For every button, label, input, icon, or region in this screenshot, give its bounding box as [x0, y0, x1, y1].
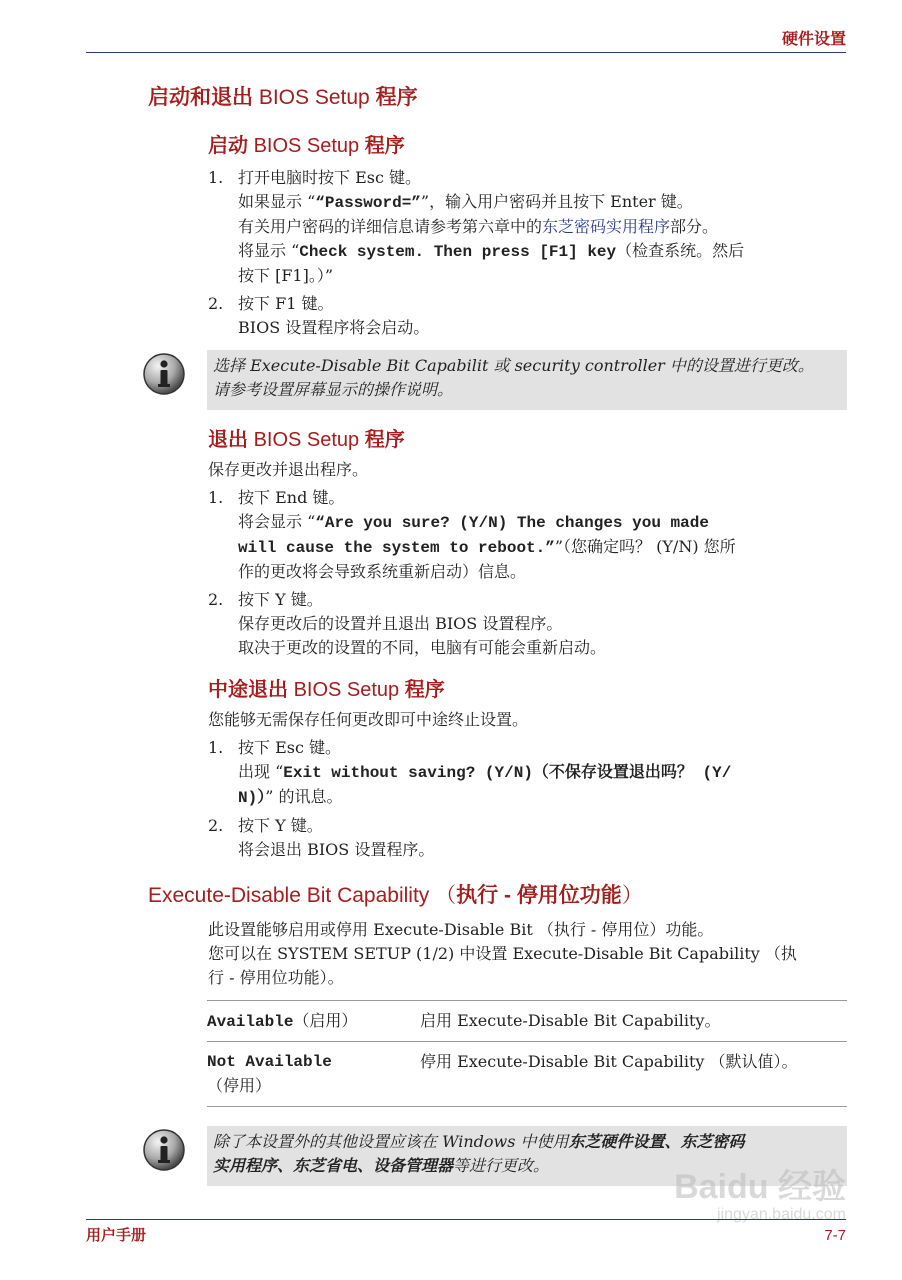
option-label: （停用） [207, 1076, 272, 1095]
exit-step-2 [208, 588, 848, 660]
heading-text: Execute-Disable Bit Capability （ [148, 884, 457, 907]
emphasis-text: 东芝硬件设置、东芝密码 [568, 1132, 745, 1151]
subheading-exit-bios [208, 426, 405, 454]
text: 除了本设置外的其他设置应该在 Windows 中使用 [213, 1132, 569, 1151]
footer-divider [86, 1219, 846, 1220]
step-line: 按下 [F1]。）” [238, 266, 334, 285]
subheading-start-bios [208, 132, 405, 160]
start-step-2 [208, 292, 848, 340]
text: 出现 “ [238, 762, 284, 781]
code-text: Exit without saving? (Y/N)（不保存设置退出吗？ (Y/ [283, 764, 732, 782]
step-line: 打开电脑时按下 Esc 键。 [238, 168, 422, 187]
info-icon [142, 352, 186, 396]
table-row [207, 1041, 847, 1107]
option-description: 启用 Execute-Disable Bit Capability。 [420, 1011, 721, 1030]
code-text: “Are you sure? (Y/N) The changes you made [315, 514, 709, 532]
abort-step-1 [208, 736, 848, 810]
heading-text: 程序 [369, 86, 418, 109]
heading-text: 程序 [399, 679, 445, 701]
heading-text: 程序 [359, 429, 405, 451]
step-line [238, 760, 848, 785]
code-text: N)） [238, 789, 266, 807]
start-step-1 [208, 166, 848, 288]
exit-intro: 保存更改并退出程序。 [208, 460, 369, 479]
heading-text: 启动和退出 [148, 86, 259, 109]
footer-manual-title: 用户手册 [86, 1227, 147, 1244]
paragraph-line: 此设置能够启用或停用 Execute-Disable Bit （执行 - 停用位）功能。 [208, 920, 714, 939]
section-heading-xd-bit [148, 882, 643, 910]
step-line [238, 190, 848, 215]
note-line: 请参考设置屏幕显示的操作说明。 [213, 380, 454, 399]
step-line [238, 215, 848, 239]
text: ” 的讯息。 [265, 787, 343, 806]
text: 部分。 [670, 217, 719, 236]
text: 将显示 “ [238, 241, 300, 260]
heading-text: 退出 [208, 429, 254, 451]
page-number: 7-7 [824, 1227, 846, 1244]
baidu-watermark [674, 1168, 846, 1224]
step-number: 1. [208, 488, 224, 507]
option-code: Available [207, 1013, 294, 1031]
password-utility-link[interactable]: 东芝密码实用程序 [542, 217, 671, 236]
step-line [238, 510, 848, 535]
option-cell [207, 1050, 412, 1098]
option-cell [207, 1009, 412, 1034]
running-header-title: 硬件设置 [781, 31, 846, 48]
heading-text: BIOS Setup [253, 135, 360, 157]
option-code: Not Available [207, 1053, 332, 1071]
step-line: 按下 End 键。 [238, 488, 345, 507]
option-label: （启用） [293, 1011, 358, 1030]
option-description: 停用 Execute-Disable Bit Capability （默认值）。 [420, 1052, 798, 1071]
watermark-text: Baidu 经验 [674, 1168, 846, 1206]
abort-intro: 您能够无需保存任何更改即可中途终止设置。 [208, 710, 529, 729]
heading-text: 中途退出 [208, 679, 294, 701]
heading-text: BIOS Setup [293, 679, 400, 701]
table-row [207, 1000, 847, 1041]
step-number: 2. [208, 294, 224, 313]
note-line [213, 1130, 841, 1154]
header-divider [86, 52, 846, 53]
step-line: 按下 Y 键。 [238, 590, 323, 609]
heading-text: BIOS Setup [258, 86, 370, 109]
note-box [207, 350, 847, 410]
heading-text: 执行 - 停用位功能 [456, 884, 622, 907]
step-line: BIOS 设置程序将会启动。 [238, 318, 430, 337]
step-line: 作的更改将会导致系统重新启动）信息。 [238, 562, 527, 581]
info-icon [142, 1128, 186, 1172]
step-line: 取决于更改的设置的不同，电脑有可能会重新启动。 [238, 638, 607, 657]
watermark-url: jingyan.baidu.com [717, 1206, 846, 1223]
exit-step-1 [208, 486, 848, 584]
step-line: 将会退出 BIOS 设置程序。 [238, 840, 435, 859]
text: 有关用户密码的详细信息请参考第六章中的 [238, 217, 543, 236]
abort-step-2 [208, 814, 848, 862]
note-line: 选择 Execute-Disable Bit Capabilit 或 security controller 中的设置进行更改。 [213, 356, 814, 375]
code-text: “Password=” [315, 194, 421, 212]
section-heading-start-exit [148, 84, 418, 112]
step-number: 1. [208, 738, 224, 757]
step-line [238, 535, 848, 560]
step-number: 2. [208, 816, 224, 835]
paragraph-line: 您可以在 SYSTEM SETUP (1/2) 中设置 Execute-Disable Bit Capability （执 [208, 944, 797, 963]
emphasis-text: 实用程序、东芝省电、设备管理器 [213, 1156, 454, 1175]
text: 等进行更改。 [453, 1156, 550, 1175]
heading-text: 启动 [208, 135, 254, 157]
heading-text: BIOS Setup [253, 429, 360, 451]
xd-options-table [207, 1000, 847, 1107]
step-line [238, 239, 848, 264]
step-number: 2. [208, 590, 224, 609]
code-text: will cause the system to reboot.” [238, 539, 555, 557]
step-line: 按下 Y 键。 [238, 816, 323, 835]
heading-text: ） [621, 884, 643, 907]
step-line [238, 785, 848, 810]
text: ”，输入用户密码并且按下 Enter 键。 [420, 192, 693, 211]
text: 将会显示 “ [238, 512, 316, 531]
step-line: 按下 Esc 键。 [238, 738, 342, 757]
code-text: Check system. Then press [F1] key [299, 243, 617, 261]
heading-text: 程序 [359, 135, 405, 157]
step-line: 按下 F1 键。 [238, 294, 334, 313]
xd-description [208, 918, 848, 990]
subheading-abort-bios [208, 676, 445, 704]
text: 如果显示 “ [238, 192, 316, 211]
paragraph-line: 行 - 停用位功能）。 [208, 968, 344, 987]
step-line: 保存更改后的设置并且退出 BIOS 设置程序。 [238, 614, 563, 633]
text: ”（您确定吗？ (Y/N) 您所 [554, 537, 736, 556]
text: （检查系统。然后 [616, 241, 745, 260]
step-number: 1. [208, 168, 224, 187]
